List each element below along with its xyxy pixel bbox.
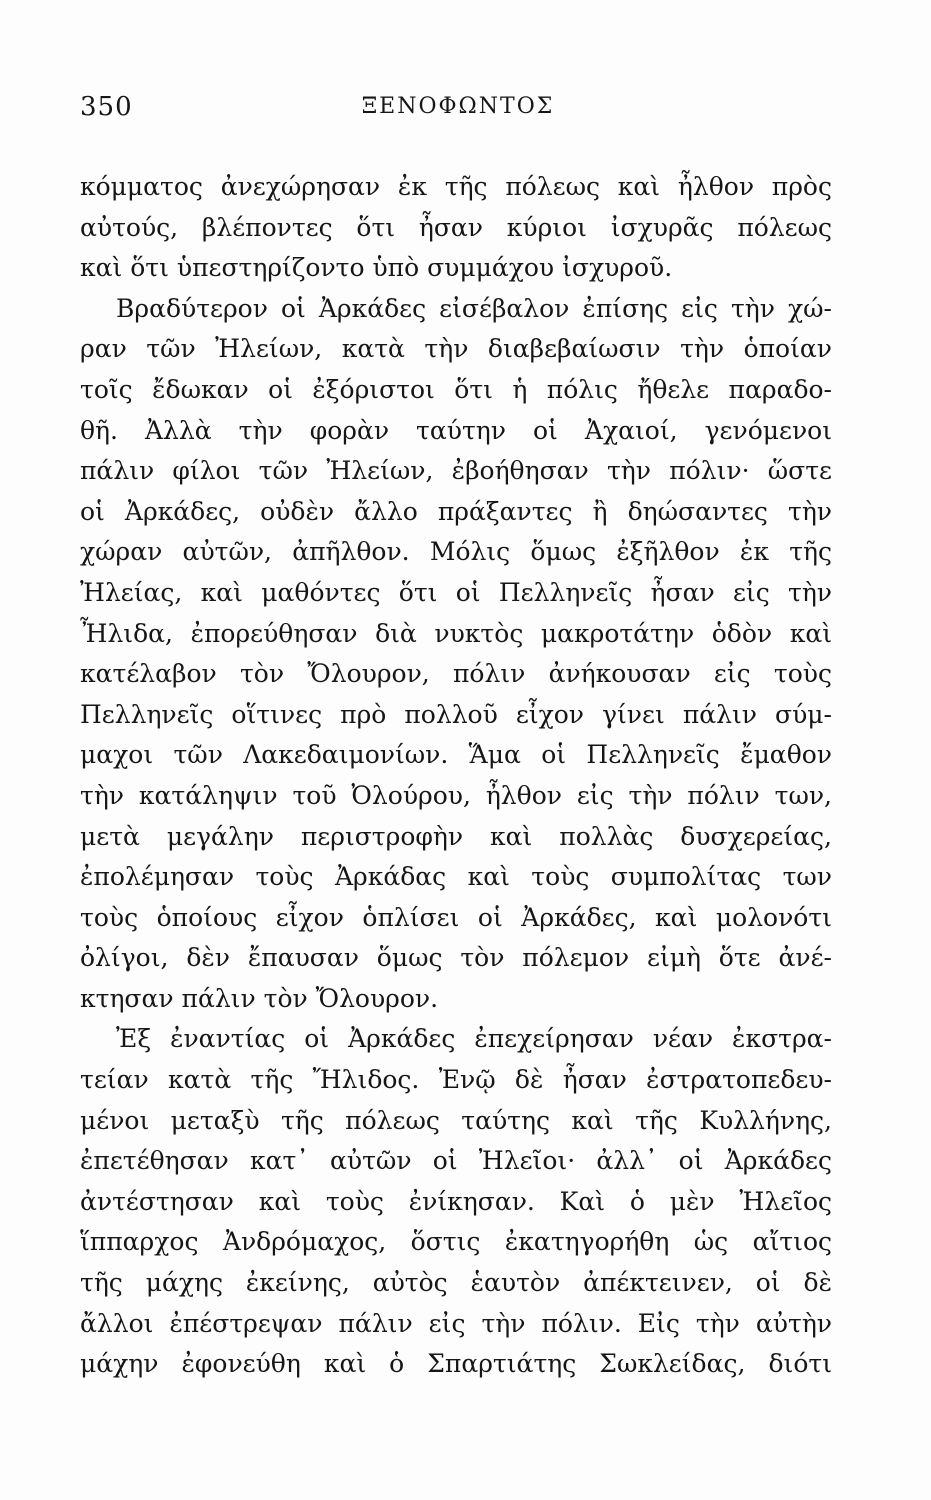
- text-line: οἱ Ἀρκάδες, οὐδὲν ἄλλο πράξαντες ἢ δηώσαντες τὴν: [80, 496, 832, 526]
- running-head: ΞΕΝΟΦΩΝΤΟΣ: [361, 94, 555, 119]
- text-line: μάχην ἐφονεύθη καὶ ὁ Σπαρτιάτης Σωκλείδας, διότι: [80, 1349, 832, 1379]
- text-line: μετὰ μεγάλην περιστροφὴν καὶ πολλὰς δυσχερείας,: [80, 821, 832, 851]
- text-line: ραν τῶν Ἠλείων, κατὰ τὴν διαβεβαίωσιν τὴν ὁποίαν: [80, 334, 832, 364]
- text-line: κτησαν πάλιν τὸν Ὄλουρον.: [80, 983, 439, 1013]
- text-line: τοῖς ἔδωκαν οἱ ἐξόριστοι ὅτι ἡ πόλις ἤθελε παραδο-: [80, 374, 832, 404]
- text-line: κόμματος ἀνεχώρησαν ἐκ τῆς πόλεως καὶ ἦλθον πρὸς: [80, 172, 832, 201]
- text-line: Πελληνεῖς οἵτινες πρὸ πολλοῦ εἶχον γίνει πάλιν σύμ-: [80, 699, 832, 729]
- text-line: Βραδύτερον οἱ Ἀρκάδες εἰσέβαλον ἐπίσης εἰς τὴν χώ-: [116, 293, 832, 323]
- text-line: καὶ ὅτι ὑπεστηρίζοντο ὑπὸ συμμάχου ἰσχυροῦ.: [80, 253, 673, 283]
- page-number: 350: [80, 92, 133, 122]
- text-line: τείαν κατὰ τῆς Ἤλιδος. Ἐνῷ δὲ ἦσαν ἐστρατοπεδευ-: [80, 1065, 832, 1095]
- text-line: Ἐξ ἐναντίας οἱ Ἀρκάδες ἐπεχείρησαν νέαν ἐκστρα-: [116, 1024, 832, 1054]
- text-line: πάλιν φίλοι τῶν Ἠλείων, ἐβοήθησαν τὴν πόλιν· ὥστε: [80, 456, 832, 486]
- text-line: ἀντέστησαν καὶ τοὺς ἐνίκησαν. Καὶ ὁ μὲν Ἠλεῖος: [80, 1186, 832, 1216]
- text-line: κατέλαβον τὸν Ὄλουρον, πόλιν ἀνήκουσαν εἰς τοὺς: [80, 659, 832, 689]
- text-line: μένοι μεταξὺ τῆς πόλεως ταύτης καὶ τῆς Κυλλήνης,: [80, 1105, 832, 1135]
- text-line: Ἦλιδα, ἐπορεύθησαν διὰ νυκτὸς μακροτάτην ὁδὸν καὶ: [80, 618, 832, 648]
- text-line: χώραν αὐτῶν, ἀπῆλθον. Μόλις ὅμως ἐξῆλθον ἐκ τῆς: [80, 537, 832, 567]
- text-line: αὐτούς, βλέποντες ὅτι ἦσαν κύριοι ἰσχυρᾶς πόλεως: [80, 212, 832, 242]
- text-line: τῆς μάχης ἐκείνης, αὐτὸς ἑαυτὸν ἀπέκτεινεν, οἱ δὲ: [80, 1268, 832, 1298]
- text-line: ἄλλοι ἐπέστρεψαν πάλιν εἰς τὴν πόλιν. Εἰς τὴν αὐτὴν: [80, 1308, 832, 1338]
- text-line: μαχοι τῶν Λακεδαιμονίων. Ἅμα οἱ Πελληνεῖς ἔμαθον: [80, 740, 832, 770]
- text-line: ἐπετέθησαν κατ᾽ αὐτῶν οἱ Ἠλεῖοι· ἀλλ᾽ οἱ Ἀρκάδες: [80, 1146, 832, 1176]
- text-line: Ἠλείας, καὶ μαθόντες ὅτι οἱ Πελληνεῖς ἦσαν εἰς τὴν: [80, 577, 832, 607]
- text-line: ὀλίγοι, δὲν ἔπαυσαν ὅμως τὸν πόλεμον εἰμὴ ὅτε ἀνέ-: [80, 943, 832, 973]
- text-line: ἐπολέμησαν τοὺς Ἀρκάδας καὶ τοὺς συμπολίτας των: [80, 862, 832, 892]
- text-line: θῆ. Ἀλλὰ τὴν φορὰν ταύτην οἱ Ἀχαιοί, γενόμενοι: [80, 415, 832, 445]
- text-line: τοὺς ὁποίους εἶχον ὁπλίσει οἱ Ἀρκάδες, καὶ μολονότι: [80, 902, 832, 932]
- page-body-text: [80, 167, 832, 1385]
- page-header: [80, 92, 836, 132]
- text-line: ἵππαρχος Ἀνδρόμαχος, ὅστις ἐκατηγορήθη ὡς αἴτιος: [80, 1227, 832, 1257]
- text-line: τὴν κατάληψιν τοῦ Ὀλούρου, ἦλθον εἰς τὴν πόλιν των,: [80, 780, 832, 810]
